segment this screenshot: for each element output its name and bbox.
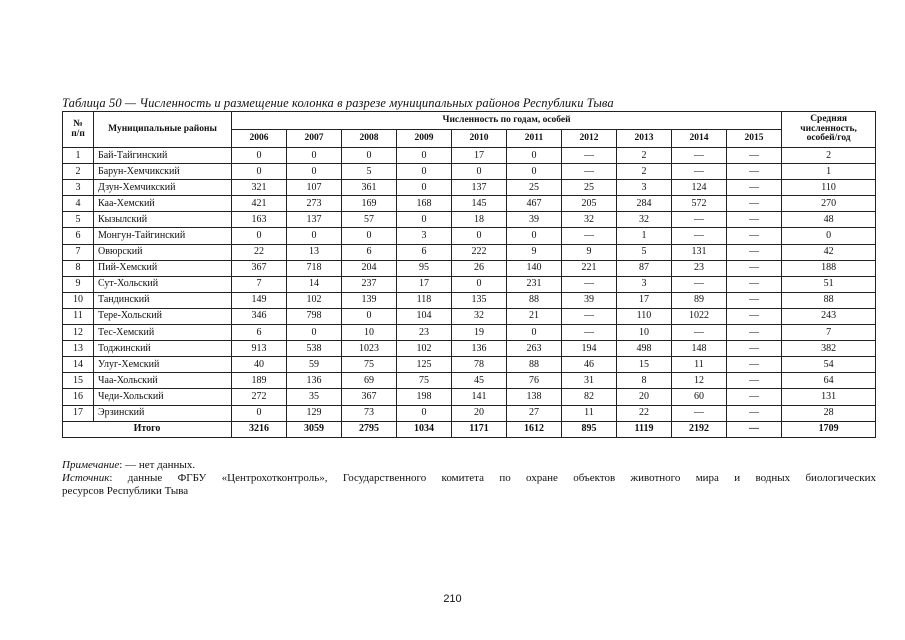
- year-value: 76: [507, 373, 562, 389]
- year-value: 15: [617, 357, 672, 373]
- row-number: 17: [63, 405, 94, 421]
- header-year: 2008: [342, 130, 397, 148]
- year-value: 149: [232, 292, 287, 308]
- note-label: Примечание: [62, 459, 120, 471]
- year-value: 31: [562, 373, 617, 389]
- row-number: 15: [63, 373, 94, 389]
- year-value: 138: [507, 389, 562, 405]
- header-year: 2011: [507, 130, 562, 148]
- row-number: 8: [63, 260, 94, 276]
- year-value: —: [672, 212, 727, 228]
- year-value: 25: [507, 180, 562, 196]
- header-year: 2012: [562, 130, 617, 148]
- year-value: —: [727, 180, 782, 196]
- year-value: 272: [232, 389, 287, 405]
- note-text: : — нет данных.: [119, 459, 196, 471]
- year-value: —: [727, 341, 782, 357]
- year-value: —: [562, 325, 617, 341]
- year-value: 107: [287, 180, 342, 196]
- year-value: —: [727, 292, 782, 308]
- year-value: 798: [287, 308, 342, 324]
- year-value: 0: [507, 164, 562, 180]
- year-value: 0: [287, 164, 342, 180]
- year-value: 10: [617, 325, 672, 341]
- year-value: 0: [507, 148, 562, 164]
- table-row: [63, 373, 876, 389]
- year-value: 189: [232, 373, 287, 389]
- row-number: 5: [63, 212, 94, 228]
- year-value: 75: [397, 373, 452, 389]
- year-value: 0: [342, 308, 397, 324]
- year-value: 27: [507, 405, 562, 421]
- district-name: Эрзинский: [94, 405, 232, 421]
- year-value: 78: [452, 357, 507, 373]
- year-value: —: [562, 308, 617, 324]
- year-value: 87: [617, 260, 672, 276]
- year-value: 222: [452, 244, 507, 260]
- district-name: Сут-Хольский: [94, 276, 232, 292]
- year-value: —: [727, 308, 782, 324]
- total-label: Итого: [63, 421, 232, 437]
- table-row: [63, 308, 876, 324]
- table-row: [63, 292, 876, 308]
- year-value: 718: [287, 260, 342, 276]
- year-value: 321: [232, 180, 287, 196]
- year-value: 7: [232, 276, 287, 292]
- table-row: [63, 164, 876, 180]
- total-value: 895: [562, 421, 617, 437]
- year-value: 0: [397, 405, 452, 421]
- table-row: [63, 244, 876, 260]
- district-name: Каа-Хемский: [94, 196, 232, 212]
- year-value: 361: [342, 180, 397, 196]
- district-name: Чеди-Хольский: [94, 389, 232, 405]
- year-value: 367: [342, 389, 397, 405]
- year-value: 2: [617, 148, 672, 164]
- row-number: 10: [63, 292, 94, 308]
- year-value: 32: [452, 308, 507, 324]
- year-value: 0: [232, 405, 287, 421]
- average-value: 110: [782, 180, 876, 196]
- year-value: 140: [507, 260, 562, 276]
- year-value: 32: [562, 212, 617, 228]
- year-value: —: [672, 405, 727, 421]
- year-value: —: [562, 148, 617, 164]
- average-value: 51: [782, 276, 876, 292]
- year-value: 141: [452, 389, 507, 405]
- district-name: Кызылский: [94, 212, 232, 228]
- year-value: —: [727, 357, 782, 373]
- year-value: 0: [287, 148, 342, 164]
- notes: [62, 459, 876, 498]
- year-value: 19: [452, 325, 507, 341]
- year-value: 82: [562, 389, 617, 405]
- year-value: 20: [617, 389, 672, 405]
- header-average: Средняя численность, особей/год: [782, 112, 876, 148]
- table-row: [63, 357, 876, 373]
- header-year: 2009: [397, 130, 452, 148]
- year-value: 221: [562, 260, 617, 276]
- year-value: 136: [287, 373, 342, 389]
- year-value: 205: [562, 196, 617, 212]
- year-value: 125: [397, 357, 452, 373]
- year-value: 421: [232, 196, 287, 212]
- row-number: 13: [63, 341, 94, 357]
- year-value: —: [727, 244, 782, 260]
- year-value: 135: [452, 292, 507, 308]
- table-row: [63, 260, 876, 276]
- year-value: —: [727, 325, 782, 341]
- average-value: 188: [782, 260, 876, 276]
- year-value: —: [727, 196, 782, 212]
- year-value: 284: [617, 196, 672, 212]
- year-value: —: [562, 164, 617, 180]
- total-value: 2795: [342, 421, 397, 437]
- year-value: —: [727, 228, 782, 244]
- year-value: 26: [452, 260, 507, 276]
- year-value: 0: [287, 325, 342, 341]
- year-value: 0: [507, 325, 562, 341]
- source-line-2: ресурсов Республики Тыва: [62, 485, 189, 497]
- year-value: 0: [232, 148, 287, 164]
- year-value: 11: [562, 405, 617, 421]
- table-caption: Таблица 50 — Численность и размещение колонка в разрезе муниципальных районов Республики Тыва: [62, 96, 614, 110]
- year-value: 89: [672, 292, 727, 308]
- year-value: 40: [232, 357, 287, 373]
- table-body: [63, 148, 876, 438]
- year-value: 102: [287, 292, 342, 308]
- row-number: 4: [63, 196, 94, 212]
- year-value: 194: [562, 341, 617, 357]
- total-value: 2192: [672, 421, 727, 437]
- year-value: 0: [232, 164, 287, 180]
- year-value: 0: [507, 228, 562, 244]
- year-value: 0: [397, 180, 452, 196]
- year-value: 572: [672, 196, 727, 212]
- year-value: 46: [562, 357, 617, 373]
- source-label: Источник: [62, 472, 110, 484]
- year-value: 273: [287, 196, 342, 212]
- average-value: 382: [782, 341, 876, 357]
- year-value: 75: [342, 357, 397, 373]
- year-value: 139: [342, 292, 397, 308]
- year-value: 0: [452, 164, 507, 180]
- year-value: 367: [232, 260, 287, 276]
- average-value: 131: [782, 389, 876, 405]
- year-value: 6: [342, 244, 397, 260]
- total-average: 1709: [782, 421, 876, 437]
- year-value: —: [727, 276, 782, 292]
- year-value: 20: [452, 405, 507, 421]
- year-value: 95: [397, 260, 452, 276]
- row-number: 1: [63, 148, 94, 164]
- row-number: 7: [63, 244, 94, 260]
- district-name: Тоджинский: [94, 341, 232, 357]
- district-name: Тандинский: [94, 292, 232, 308]
- year-value: 2: [617, 164, 672, 180]
- year-value: 5: [342, 164, 397, 180]
- year-value: 17: [452, 148, 507, 164]
- year-value: —: [727, 260, 782, 276]
- year-value: 69: [342, 373, 397, 389]
- header-year: 2014: [672, 130, 727, 148]
- year-value: 198: [397, 389, 452, 405]
- header-year: 2006: [232, 130, 287, 148]
- year-value: —: [672, 325, 727, 341]
- year-value: 137: [452, 180, 507, 196]
- year-value: 8: [617, 373, 672, 389]
- average-value: 270: [782, 196, 876, 212]
- year-value: 110: [617, 308, 672, 324]
- year-value: 5: [617, 244, 672, 260]
- header-year: 2010: [452, 130, 507, 148]
- year-value: 231: [507, 276, 562, 292]
- year-value: 118: [397, 292, 452, 308]
- year-value: 1: [617, 228, 672, 244]
- year-value: 137: [287, 212, 342, 228]
- year-value: 25: [562, 180, 617, 196]
- table-row: [63, 389, 876, 405]
- year-value: 3: [617, 180, 672, 196]
- year-value: 237: [342, 276, 397, 292]
- total-value: 3059: [287, 421, 342, 437]
- year-value: 88: [507, 292, 562, 308]
- year-value: 3: [397, 228, 452, 244]
- year-value: 0: [342, 228, 397, 244]
- table-row: [63, 341, 876, 357]
- year-value: 12: [672, 373, 727, 389]
- year-value: 467: [507, 196, 562, 212]
- year-value: 131: [672, 244, 727, 260]
- year-value: 136: [452, 341, 507, 357]
- year-value: 11: [672, 357, 727, 373]
- table-row: [63, 276, 876, 292]
- table-row: [63, 228, 876, 244]
- year-value: —: [672, 228, 727, 244]
- district-name: Бай-Тайгинский: [94, 148, 232, 164]
- total-value: 1612: [507, 421, 562, 437]
- district-name: Тере-Хольский: [94, 308, 232, 324]
- table-row: [63, 212, 876, 228]
- total-value: 1034: [397, 421, 452, 437]
- year-value: 204: [342, 260, 397, 276]
- year-value: 538: [287, 341, 342, 357]
- table-row: [63, 148, 876, 164]
- year-value: 60: [672, 389, 727, 405]
- year-value: 0: [397, 212, 452, 228]
- year-value: 39: [507, 212, 562, 228]
- average-value: 0: [782, 228, 876, 244]
- row-number: 11: [63, 308, 94, 324]
- header-district: Муниципальные районы: [94, 112, 232, 148]
- year-value: 0: [397, 148, 452, 164]
- year-value: —: [727, 212, 782, 228]
- year-value: 1023: [342, 341, 397, 357]
- year-value: 3: [617, 276, 672, 292]
- year-value: 9: [562, 244, 617, 260]
- year-value: 0: [342, 148, 397, 164]
- year-value: —: [672, 276, 727, 292]
- district-name: Пий-Хемский: [94, 260, 232, 276]
- year-value: —: [727, 389, 782, 405]
- row-number: 14: [63, 357, 94, 373]
- year-value: 17: [617, 292, 672, 308]
- year-value: 13: [287, 244, 342, 260]
- source-line-1: [62, 472, 876, 485]
- total-value: —: [727, 421, 782, 437]
- year-value: —: [672, 148, 727, 164]
- year-value: 346: [232, 308, 287, 324]
- average-value: 243: [782, 308, 876, 324]
- year-value: 0: [452, 276, 507, 292]
- district-name: Монгун-Тайгинский: [94, 228, 232, 244]
- header-year: 2007: [287, 130, 342, 148]
- year-value: —: [727, 373, 782, 389]
- year-value: 73: [342, 405, 397, 421]
- average-value: 64: [782, 373, 876, 389]
- district-name: Тес-Хемский: [94, 325, 232, 341]
- year-value: 0: [397, 164, 452, 180]
- table-row: [63, 196, 876, 212]
- year-value: 22: [232, 244, 287, 260]
- year-value: 21: [507, 308, 562, 324]
- year-value: 6: [232, 325, 287, 341]
- header-year: 2013: [617, 130, 672, 148]
- row-number: 16: [63, 389, 94, 405]
- year-value: —: [562, 228, 617, 244]
- row-number: 9: [63, 276, 94, 292]
- total-row: [63, 421, 876, 437]
- year-value: 913: [232, 341, 287, 357]
- population-table: [62, 111, 876, 438]
- year-value: 32: [617, 212, 672, 228]
- district-name: Овюрский: [94, 244, 232, 260]
- year-value: 0: [452, 228, 507, 244]
- year-value: 23: [672, 260, 727, 276]
- year-value: 163: [232, 212, 287, 228]
- year-value: 124: [672, 180, 727, 196]
- year-value: 168: [397, 196, 452, 212]
- average-value: 48: [782, 212, 876, 228]
- year-value: 6: [397, 244, 452, 260]
- note-line: [62, 459, 876, 472]
- header-by-year: Численность по годам, особей: [232, 112, 782, 130]
- average-value: 2: [782, 148, 876, 164]
- year-value: 57: [342, 212, 397, 228]
- page-number: 210: [443, 593, 462, 605]
- year-value: 129: [287, 405, 342, 421]
- year-value: 498: [617, 341, 672, 357]
- table-row: [63, 180, 876, 196]
- year-value: 45: [452, 373, 507, 389]
- average-value: 1: [782, 164, 876, 180]
- year-value: 39: [562, 292, 617, 308]
- year-value: 148: [672, 341, 727, 357]
- table-row: [63, 405, 876, 421]
- average-value: 42: [782, 244, 876, 260]
- year-value: 22: [617, 405, 672, 421]
- header-num: № п/п: [63, 112, 94, 148]
- average-value: 88: [782, 292, 876, 308]
- year-value: 102: [397, 341, 452, 357]
- average-value: 54: [782, 357, 876, 373]
- year-value: 145: [452, 196, 507, 212]
- year-value: —: [727, 164, 782, 180]
- year-value: 23: [397, 325, 452, 341]
- district-name: Барун-Хемчикский: [94, 164, 232, 180]
- year-value: —: [727, 405, 782, 421]
- year-value: 0: [287, 228, 342, 244]
- year-value: 18: [452, 212, 507, 228]
- year-value: —: [672, 164, 727, 180]
- year-value: 17: [397, 276, 452, 292]
- year-value: 14: [287, 276, 342, 292]
- header-year: 2015: [727, 130, 782, 148]
- average-value: 28: [782, 405, 876, 421]
- year-value: 59: [287, 357, 342, 373]
- row-number: 6: [63, 228, 94, 244]
- district-name: Чаа-Хольский: [94, 373, 232, 389]
- year-value: 1022: [672, 308, 727, 324]
- total-value: 1119: [617, 421, 672, 437]
- year-value: —: [562, 276, 617, 292]
- year-value: 169: [342, 196, 397, 212]
- table-row: [63, 325, 876, 341]
- row-number: 12: [63, 325, 94, 341]
- row-number: 3: [63, 180, 94, 196]
- total-value: 1171: [452, 421, 507, 437]
- year-value: —: [727, 148, 782, 164]
- source-text: : данные ФГБУ «Центрохотконтроль», Государственного комитета по охране объектов животного мира и водных биологических: [109, 472, 876, 484]
- year-value: 104: [397, 308, 452, 324]
- year-value: 263: [507, 341, 562, 357]
- year-value: 9: [507, 244, 562, 260]
- row-number: 2: [63, 164, 94, 180]
- district-name: Дзун-Хемчикский: [94, 180, 232, 196]
- year-value: 10: [342, 325, 397, 341]
- average-value: 7: [782, 325, 876, 341]
- district-name: Улуг-Хемский: [94, 357, 232, 373]
- year-value: 0: [232, 228, 287, 244]
- year-value: 88: [507, 357, 562, 373]
- year-value: 35: [287, 389, 342, 405]
- total-value: 3216: [232, 421, 287, 437]
